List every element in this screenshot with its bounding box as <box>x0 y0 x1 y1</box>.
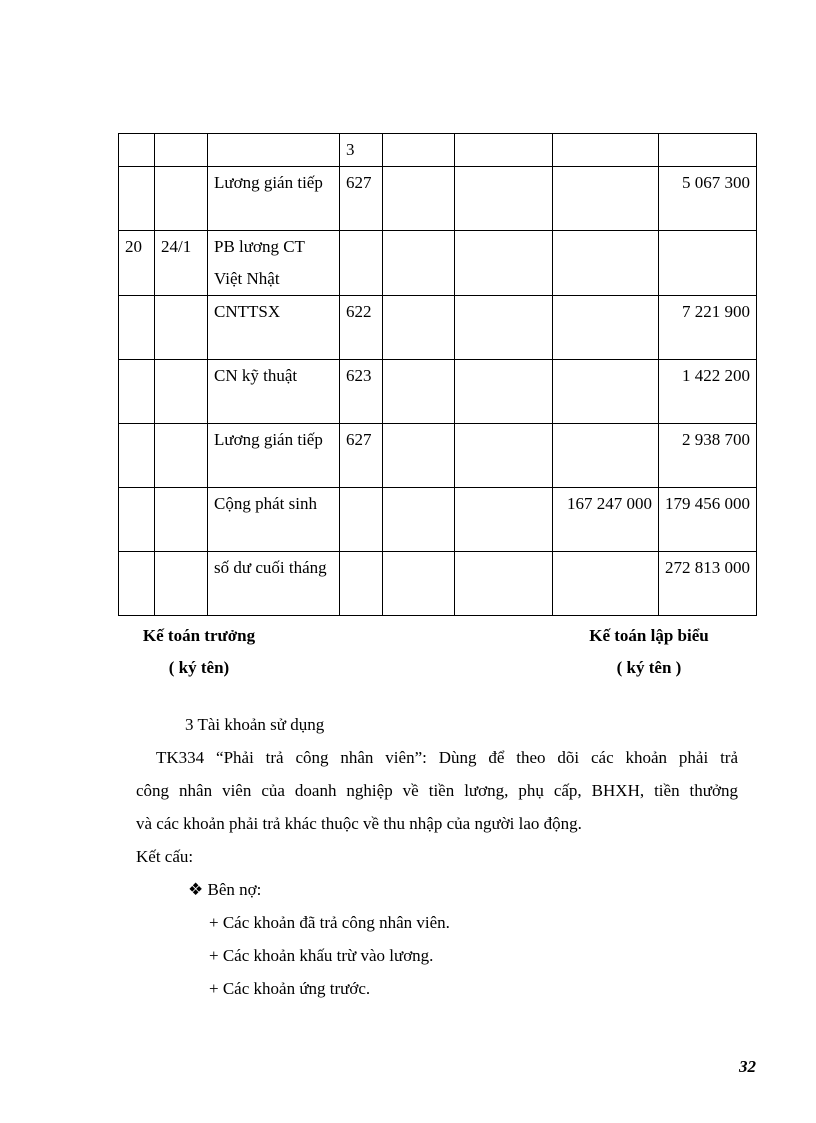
chief-accountant-signature <box>118 620 280 684</box>
entry-number: 20 <box>119 231 155 296</box>
account-code: 622 <box>340 296 383 360</box>
credit-amount: 179 456 000 <box>659 488 757 552</box>
account-code <box>340 552 383 616</box>
entry-number <box>119 134 155 167</box>
blank-col-6 <box>455 488 553 552</box>
blank-col-5 <box>383 360 455 424</box>
entry-date <box>155 552 208 616</box>
table-row <box>119 231 757 296</box>
debit-amount <box>553 296 659 360</box>
ledger-body <box>119 134 757 616</box>
table-row <box>119 488 757 552</box>
debit-side-label: Bên nợ: <box>207 880 262 899</box>
blank-col-5 <box>383 488 455 552</box>
entry-description: CNTTSX <box>208 296 340 360</box>
list-item: + Các khoản ứng trước. <box>209 979 371 998</box>
blank-col-6 <box>455 296 553 360</box>
entry-date <box>155 296 208 360</box>
paragraph-line: và các khoản phải trả khác thuộc về thu nhập của người lao động. <box>136 814 582 833</box>
page-number: 32 <box>739 1057 756 1076</box>
entry-number <box>119 488 155 552</box>
debit-amount <box>553 552 659 616</box>
credit-amount: 7 221 900 <box>659 296 757 360</box>
entry-number <box>119 360 155 424</box>
entry-description: PB lương CT Việt Nhật <box>208 231 340 296</box>
blank-col-6 <box>455 231 553 296</box>
blank-col-6 <box>455 424 553 488</box>
blank-col-6 <box>455 167 553 231</box>
credit-amount <box>659 231 757 296</box>
entry-description: Lương gián tiếp <box>208 167 340 231</box>
debit-amount <box>553 167 659 231</box>
section-heading: 3 Tài khoản sử dụng <box>185 715 325 734</box>
entry-date <box>155 488 208 552</box>
table-row <box>119 360 757 424</box>
debit-amount <box>553 424 659 488</box>
credit-amount: 272 813 000 <box>659 552 757 616</box>
blank-col-6 <box>455 360 553 424</box>
chief-accountant-sign-note: ( ký tên) <box>168 658 230 677</box>
account-code: 627 <box>340 167 383 231</box>
table-row <box>119 167 757 231</box>
table-row <box>119 296 757 360</box>
chief-accountant-title: Kế toán trưởng <box>142 626 256 645</box>
blank-col-5 <box>383 167 455 231</box>
table-row <box>119 134 757 167</box>
debit-side-heading <box>188 873 688 906</box>
blank-col-6 <box>455 134 553 167</box>
entry-description: Cộng phát sinh <box>208 488 340 552</box>
credit-amount <box>659 134 757 167</box>
entry-date <box>155 360 208 424</box>
debit-amount <box>553 134 659 167</box>
entry-description: số dư cuối tháng <box>208 552 340 616</box>
preparer-signature <box>568 620 730 684</box>
entry-date <box>155 167 208 231</box>
entry-date <box>155 134 208 167</box>
credit-amount: 5 067 300 <box>659 167 757 231</box>
debit-amount <box>553 231 659 296</box>
blank-col-6 <box>455 552 553 616</box>
blank-col-5 <box>383 424 455 488</box>
diamond-bullet-icon: ❖ <box>188 880 204 899</box>
section-paragraph <box>136 741 738 873</box>
entry-description: Lương gián tiếp <box>208 424 340 488</box>
entry-number <box>119 296 155 360</box>
entry-number <box>119 424 155 488</box>
debit-amount <box>553 360 659 424</box>
account-code <box>340 488 383 552</box>
account-code: 623 <box>340 360 383 424</box>
paragraph-line: TK334 “Phải trả công nhân viên”: Dùng để theo dõi các khoản phải trả <box>156 748 738 767</box>
credit-amount: 1 422 200 <box>659 360 757 424</box>
structure-label: Kết cấu: <box>136 847 194 866</box>
credit-amount: 2 938 700 <box>659 424 757 488</box>
entry-date <box>155 424 208 488</box>
entry-description: CN kỹ thuật <box>208 360 340 424</box>
paragraph-line: công nhân viên của doanh nghiệp về tiền lương, phụ cấp, BHXH, tiền thưởng <box>136 781 738 800</box>
account-code: 3 <box>340 134 383 167</box>
preparer-sign-note: ( ký tên ) <box>616 658 682 677</box>
table-row <box>119 552 757 616</box>
entry-date: 24/1 <box>155 231 208 296</box>
entry-description <box>208 134 340 167</box>
account-code <box>340 231 383 296</box>
ledger-table <box>118 133 757 616</box>
debit-amount: 167 247 000 <box>553 488 659 552</box>
account-code: 627 <box>340 424 383 488</box>
blank-col-5 <box>383 296 455 360</box>
preparer-title: Kế toán lập biểu <box>589 626 709 645</box>
table-row <box>119 424 757 488</box>
blank-col-5 <box>383 552 455 616</box>
blank-col-5 <box>383 231 455 296</box>
debit-side-block <box>188 873 688 1005</box>
entry-number <box>119 167 155 231</box>
list-item: + Các khoản đã trả công nhân viên. <box>209 913 450 932</box>
entry-number <box>119 552 155 616</box>
list-item: + Các khoản khấu trừ vào lương. <box>209 946 434 965</box>
blank-col-5 <box>383 134 455 167</box>
